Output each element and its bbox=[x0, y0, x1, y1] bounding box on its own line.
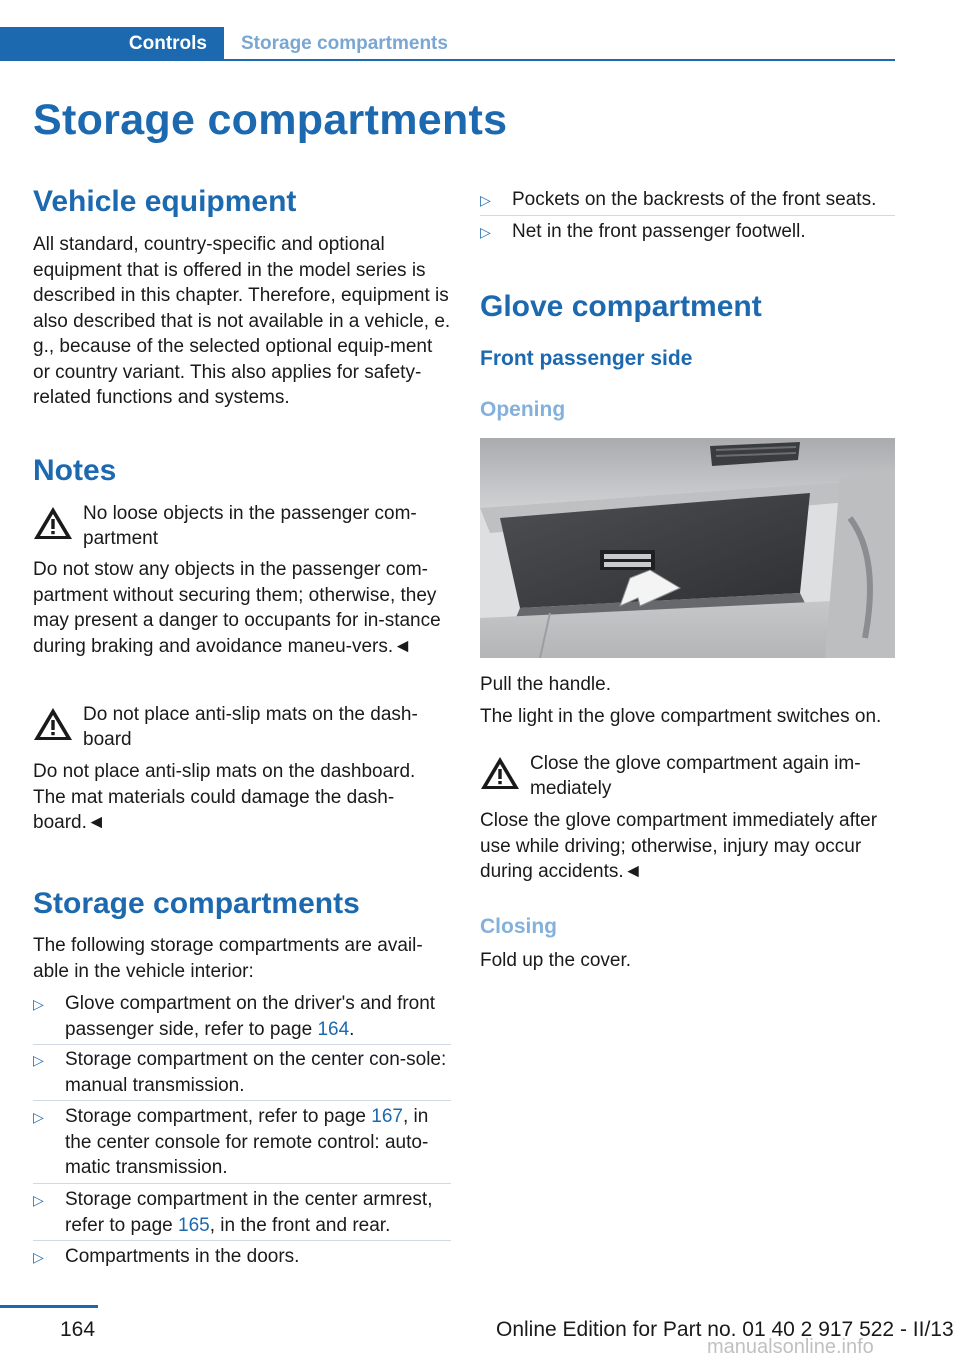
pull-handle-text: Pull the handle. bbox=[480, 674, 611, 695]
heading-front-passenger-side: Front passenger side bbox=[480, 347, 693, 370]
list-item: ▷ Storage compartment, refer to page 167, in the center console for remote control: auto-matic transmission. bbox=[33, 1104, 451, 1181]
list-item: ▷ Pockets on the backrests of the front seats. bbox=[480, 187, 898, 214]
warning-triangle-icon bbox=[33, 706, 73, 742]
footer-edition: Online Edition for Part no. 01 40 2 917 522 - II/13 bbox=[496, 1318, 954, 1341]
glove-compartment-illustration bbox=[480, 438, 895, 658]
list-item: ▷ Storage compartment in the center armrest, refer to page 165, in the front and rear. bbox=[33, 1187, 451, 1238]
storage-intro: The following storage compartments are avail-able in the vehicle interior: bbox=[33, 935, 423, 982]
divider bbox=[480, 215, 895, 216]
divider bbox=[33, 1183, 451, 1184]
heading-notes: Notes bbox=[33, 454, 117, 487]
divider bbox=[33, 1240, 451, 1241]
triangle-bullet-icon: ▷ bbox=[33, 996, 44, 1012]
list-item: ▷ Net in the front passenger footwell. bbox=[480, 219, 898, 246]
divider bbox=[33, 1100, 451, 1101]
warning-triangle-icon bbox=[33, 505, 73, 541]
warning-body-anti-slip-mats: Do not place anti-slip mats on the dashboard. The mat materials could damage the dash-board.◄ bbox=[33, 761, 416, 833]
page-title: Storage compartments bbox=[33, 96, 508, 144]
closing-text: Fold up the cover. bbox=[480, 950, 632, 971]
divider bbox=[33, 1044, 451, 1045]
footer-rule bbox=[0, 1305, 98, 1308]
list-item: ▷ Storage compartment on the center con-sole: manual transmission. bbox=[33, 1047, 451, 1098]
page-link-167[interactable]: 167 bbox=[371, 1106, 403, 1127]
triangle-bullet-icon: ▷ bbox=[33, 1192, 44, 1208]
tab-controls[interactable]: Controls bbox=[0, 27, 224, 61]
warning-title-loose-objects: No loose objects in the passenger com-partment bbox=[83, 503, 417, 549]
heading-closing: Closing bbox=[480, 915, 557, 938]
triangle-bullet-icon: ▷ bbox=[33, 1109, 44, 1125]
page-link-164[interactable]: 164 bbox=[317, 1018, 350, 1040]
page-number: 164 bbox=[60, 1318, 96, 1341]
warning-title-anti-slip-mats: Do not place anti-slip mats on the dash-board bbox=[83, 704, 418, 750]
page-link-165[interactable]: 165 bbox=[178, 1214, 210, 1236]
heading-vehicle-equipment: Vehicle equipment bbox=[33, 185, 297, 218]
triangle-bullet-icon: ▷ bbox=[33, 1052, 44, 1068]
tab-storage-compartments[interactable]: Storage compartments bbox=[241, 33, 448, 54]
glove-compartment-photo bbox=[480, 438, 895, 658]
list-item: ▷ Glove compartment on the driver's and front passenger side, refer to page 164. bbox=[33, 991, 451, 1042]
triangle-bullet-icon: ▷ bbox=[33, 1249, 44, 1265]
light-text: The light in the glove compartment switches on. bbox=[480, 706, 882, 727]
heading-glove-compartment: Glove compartment bbox=[480, 290, 762, 323]
triangle-bullet-icon: ▷ bbox=[480, 224, 491, 240]
warning-title-close-glove: Close the glove compartment again im-mediately bbox=[530, 753, 861, 799]
watermark: manualsonline.info bbox=[707, 1336, 874, 1358]
warning-body-close-glove: Close the glove compartment immediately after use while driving; otherwise, injury may occur during accidents.◄ bbox=[480, 810, 878, 882]
triangle-bullet-icon: ▷ bbox=[480, 192, 491, 208]
warning-body-loose-objects: Do not stow any objects in the passenger com-partment without securing them; otherwise, they may present a danger to occupants for in-stance during braking and avoidance maneu-vers.◄ bbox=[33, 559, 441, 657]
heading-storage-compartments: Storage compartments bbox=[33, 887, 360, 920]
header-tabbar bbox=[0, 27, 895, 61]
warning-triangle-icon bbox=[480, 755, 520, 791]
vehicle-equipment-body: All standard, country-specific and optional equipment that is offered in the model series is described in this chapter. Therefore, equipment is also described that is not available in a vehicle, e. g., because of the selected optional equip-ment or country variant. This also applies for safety-related functions and systems. bbox=[33, 234, 451, 408]
list-item: ▷ Compartments in the doors. bbox=[33, 1244, 451, 1271]
heading-opening: Opening bbox=[480, 398, 566, 421]
